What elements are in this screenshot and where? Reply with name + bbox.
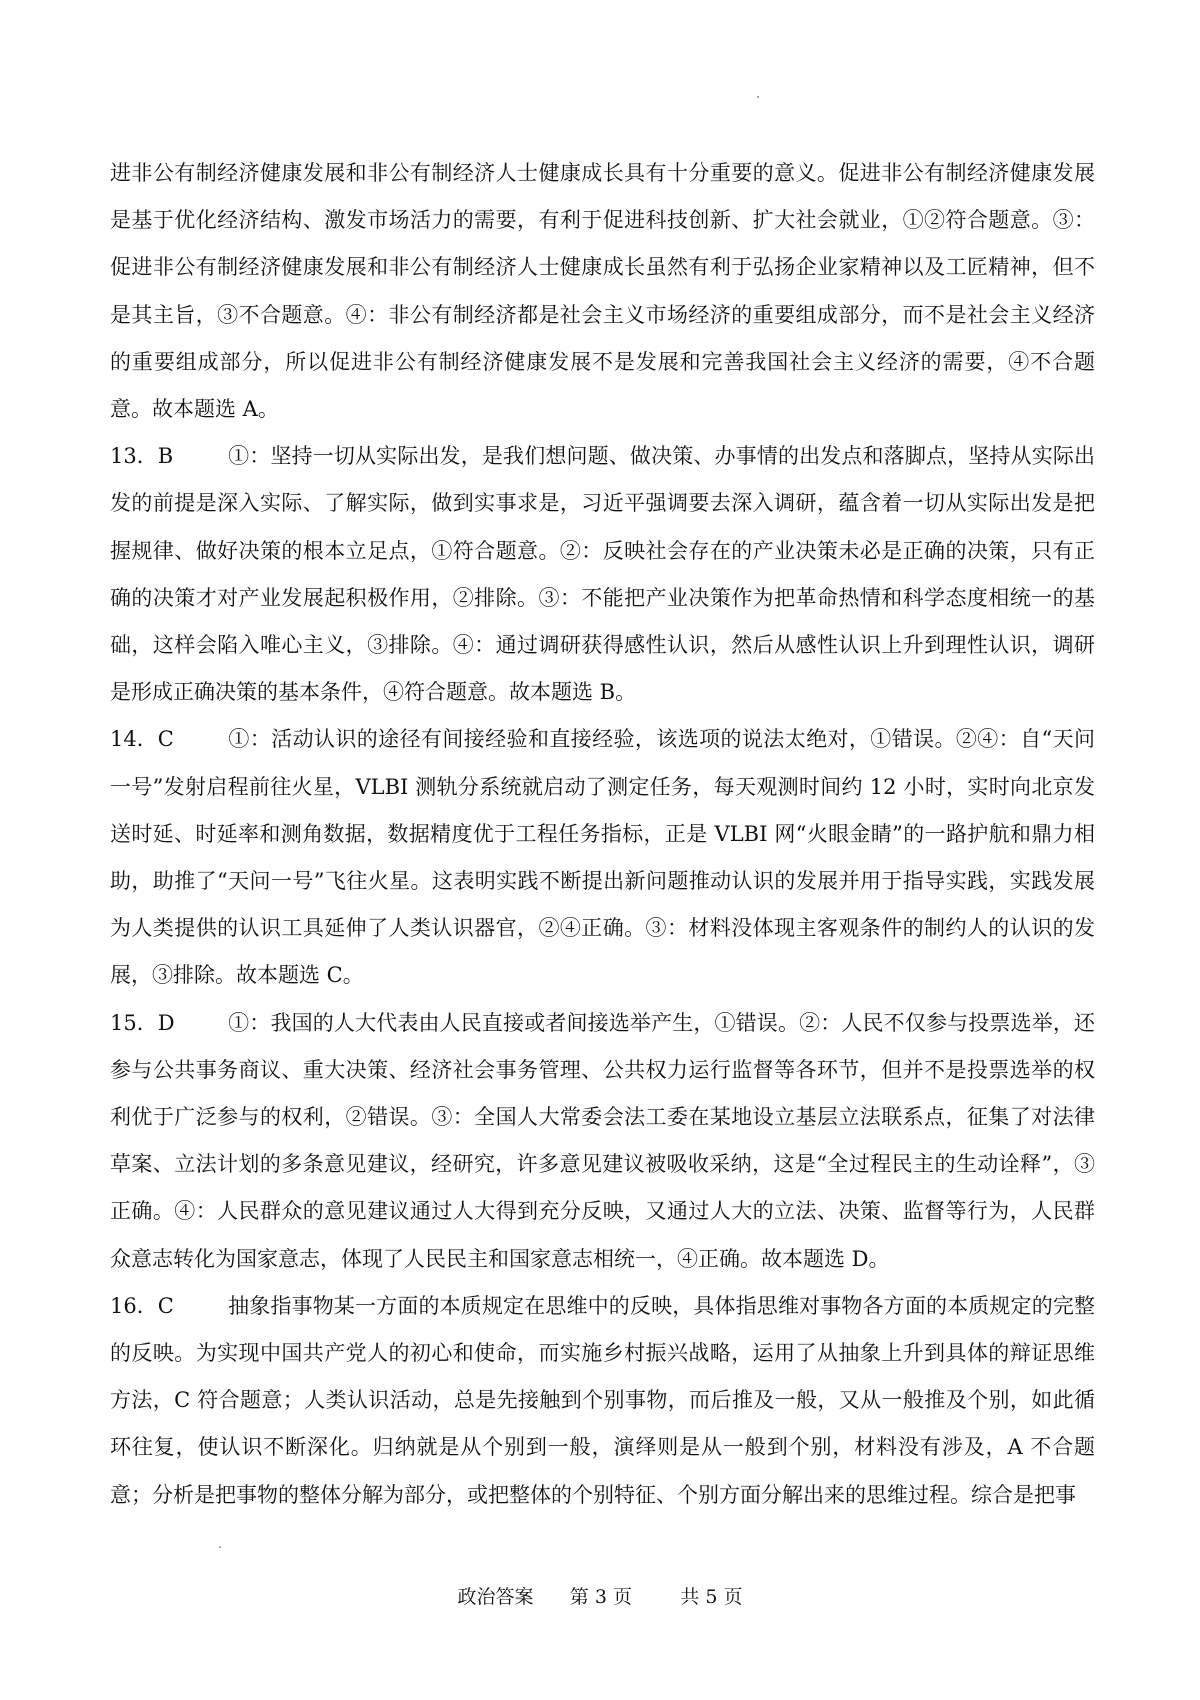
answer-number: 15．D [110,1010,175,1035]
footer-page-total: 共 5 页 [680,1586,743,1608]
answer-16 [110,1283,1095,1519]
answer-number: 14．C [110,727,174,752]
answer-page [110,150,1095,1519]
answer-15 [110,1000,1095,1283]
answer-explanation: ①：活动认识的途径有间接经验和直接经验，该选项的说法太绝对，①错误。②④：自“天问一号”发射启程前往火星，VLBI 测轨分系统就启动了测定任务，每天观测时间约 12 小时，实时向北京发送时延、时延率和测角数据，数据精度优于工程任务指标，正是 VLBI 网“火眼金睛”的一路护航和鼎力相助，助推了“天问一号”飞往火星。这表明实践不断提出新问题推动认识的发展并用于指导实践，实践发展为人类提供的认识工具延伸了人类认识器官，②④正确。③：材料没体现主客观条件的制约人的认识的发展，③排除。故本题选 C。 [110,727,1095,988]
scan-speck [757,96,759,98]
answer-number: 16．C [110,1293,174,1318]
scan-speck [219,1546,221,1548]
footer-page-current: 第 3 页 [569,1586,632,1608]
answer-14 [110,716,1095,999]
answer-explanation: ①：我国的人大代表由人民直接或者间接选举产生，①错误。②：人民不仅参与投票选举，还参与公共事务商议、重大决策、经济社会事务管理、公共权力运行监督等各环节，但并不是投票选举的权利优于广泛参与的权利，②错误。③：全国人大常委会法工委在某地设立基层立法联系点，征集了对法律草案、立法计划的多条意见建议，经研究，许多意见建议被吸收采纳，这是“全过程民主的生动诠释”，③正确。④：人民群众的意见建议通过人大得到充分反映，又通过人大的立法、决策、监督等行为，人民群众意志转化为国家意志，体现了人民民主和国家意志相统一，④正确。故本题选 D。 [110,1010,1095,1271]
answer-explanation: 抽象指事物某一方面的本质规定在思维中的反映，具体指思维对事物各方面的本质规定的完整的反映。为实现中国共产党人的初心和使命，而实施乡村振兴战略，运用了从抽象上升到具体的辩证思维方法，C 符合题意；人类认识活动，总是先接触到个别事物，而后推及一般，又从一般推及个别，如此循环往复，使认识不断深化。归纳就是从个别到一般，演绎则是从一般到个别，材料没有涉及，A 不合题意；分析是把事物的整体分解为部分，或把整体的个别特征、个别方面分解出来的思维过程。综合是把事 [110,1293,1095,1507]
footer-subject: 政治答案 [457,1586,534,1608]
answer-explanation: ①：坚持一切从实际出发，是我们想问题、做决策、办事情的出发点和落脚点，坚持从实际出发的前提是深入实际、了解实际，做到实事求是，习近平强调要去深入调研，蕴含着一切从实际出发是把握规律、做好决策的根本立足点，①符合题意。②：反映社会存在的产业决策未必是正确的决策，只有正确的决策才对产业发展起积极作用，②排除。③：不能把产业决策作为把革命热情和科学态度相统一的基础，这样会陷入唯心主义，③排除。④：通过调研获得感性认识，然后从感性认识上升到理性认识，调研是形成正确决策的基本条件，④符合题意。故本题选 B。 [110,444,1095,705]
answer-number: 13．B [110,444,174,469]
continuation-paragraph: 进非公有制经济健康发展和非公有制经济人士健康成长具有十分重要的意义。促进非公有制经济健康发展是基于优化经济结构、激发市场活力的需要，有利于促进科技创新、扩大社会就业，①②符合题意。③：促进非公有制经济健康发展和非公有制经济人士健康成长虽然有利于弘扬企业家精神以及工匠精神，但不是其主旨，③不合题意。④：非公有制经济都是社会主义市场经济的重要组成部分，而不是社会主义经济的重要组成部分，所以促进非公有制经济健康发展不是发展和完善我国社会主义经济的需要，④不合题意。故本题选 A。 [110,161,1095,422]
page-footer [0,1582,1200,1609]
answer-13 [110,433,1095,716]
